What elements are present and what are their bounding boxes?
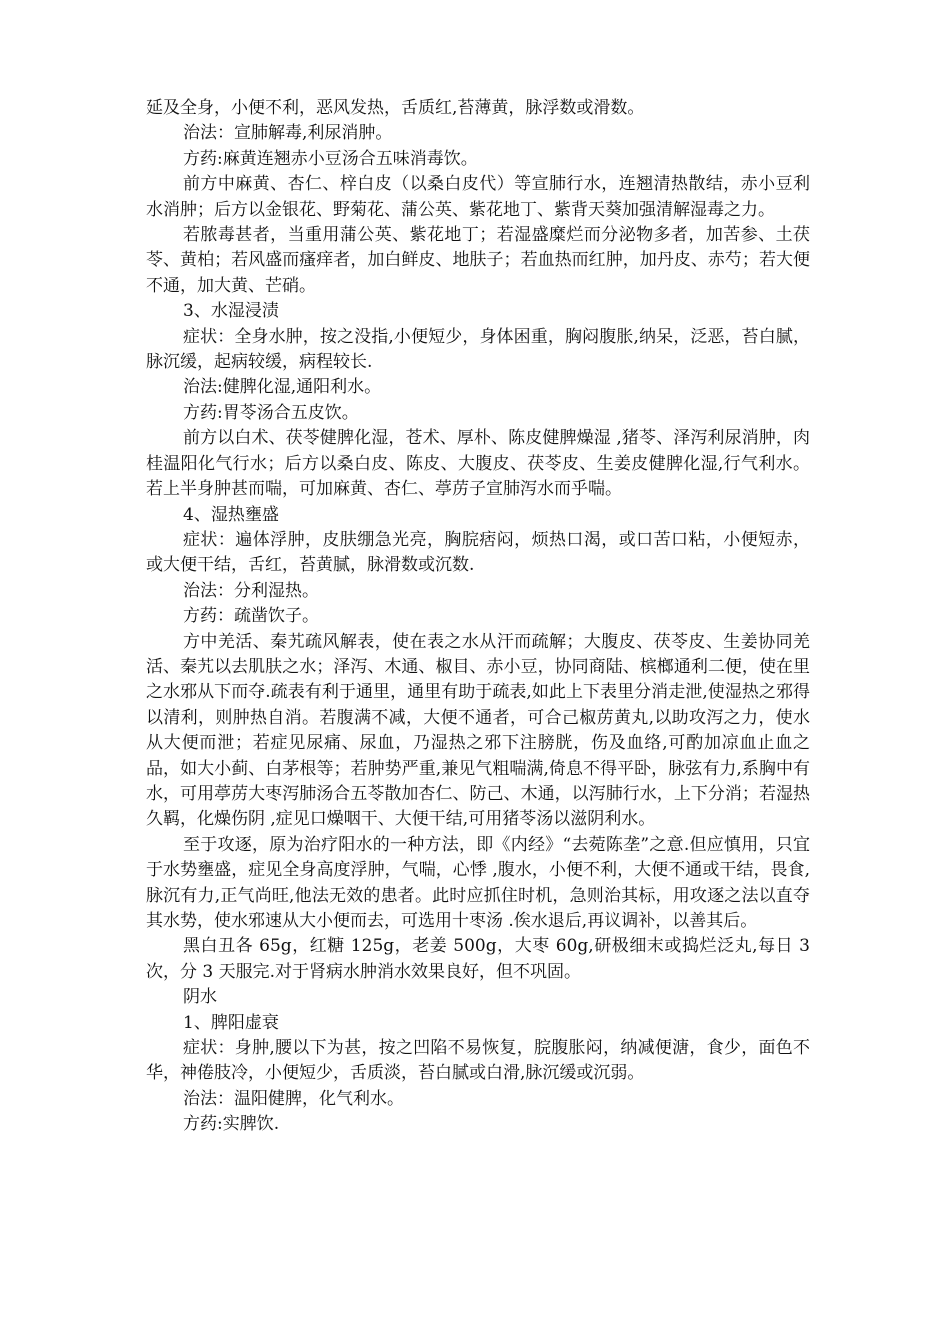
paragraph-formula-dosage: 黑白丑各 65g，红糖 125g，老姜 500g，大枣 60g,研极细末或捣烂泛丸,每日 3 次，分 3 天服完.对于肾病水肿消水效果良好，但不巩固。: [146, 936, 810, 982]
paragraph-symptoms: 症状：全身水肿，按之没指,小便短少，身体困重，胸闷腹胀,纳呆，泛恶，苔白腻，脉沉缓，起病较缓，病程较长.: [146, 326, 810, 373]
paragraph-purgation: 至于攻逐，原为治疗阳水的一种方法，即《内经》“去菀陈垄”之意.但应慎用，只宜于水势壅盛，症见全身高度浮肿，气喘，心悸 ,腹水，小便不利，大便不通或干结，畏食,脉沉有力,正气尚旺,他法无效的患者。此时应抓住时机，急则治其标，用攻逐之法以直夺其水势，使水邪速从大小便而去，可选用十枣汤 .俟水退后,再议调补，以善其后。: [146, 834, 810, 931]
paragraph-symptoms: 症状：遍体浮肿，皮肤绷急光亮，胸脘痞闷，烦热口渴，或口苦口粘，小便短赤，或大便干结，舌红，苔黄腻，脉滑数或沉数.: [146, 529, 810, 576]
document-page: [146, 96, 810, 1138]
section-heading: 4、湿热壅盛: [183, 504, 279, 525]
section-heading: 1、脾阳虚衰: [183, 1012, 279, 1033]
paragraph-treatment: 治法：分利湿热。: [183, 580, 319, 601]
paragraph-treatment: 治法：宣肺解毒,利尿消肿。: [183, 123, 393, 144]
paragraph-prescription: 方药:胃苓汤合五皮饮。: [183, 402, 359, 423]
paragraph-prescription: 方药:实脾饮.: [183, 1114, 280, 1135]
paragraph-prescription: 方药：疏凿饮子。: [183, 606, 319, 627]
section-heading: 3、水湿浸渍: [183, 301, 279, 322]
paragraph-symptoms: 症状：身肿,腰以下为甚，按之凹陷不易恢复，脘腹胀闷，纳减便溏，食少，面色不华，神倦肢冷，小便短少，舌质淡，苔白腻或白滑,脉沉缓或沉弱。: [146, 1038, 810, 1084]
paragraph-explanation: 方中羌活、秦艽疏风解表，使在表之水从汗而疏解；大腹皮、茯苓皮、生姜协同羌活、秦艽以去肌肤之水；泽泻、木通、椒目、赤小豆，协同商陆、槟榔通利二便，使在里之水邪从下而夺.疏表有利于通里，通里有助于疏表,如此上下表里分消走泄,使湿热之邪得以清利，则肿热自消。若腹满不减，大便不通者，可合己椒苈黄丸,以助攻泻之力，使水从大便而泄；若症见尿痛、尿血，乃湿热之邪下注膀胱，伤及血络,可酌加凉血止血之品，如大小蓟、白茅根等；若肿势严重,兼见气粗喘满,倚息不得平卧，脉弦有力,系胸中有水，可用葶苈大枣泻肺汤合五苓散加杏仁、防己、木通，以泻肺行水，上下分消；若湿热久羁，化燥伤阴 ,症见口燥咽干、大便干结,可用猪苓汤以滋阴利水。: [146, 631, 810, 830]
paragraph-prescription: 方药:麻黄连翘赤小豆汤合五味消毒饮。: [183, 148, 478, 169]
paragraph-treatment: 治法：温阳健脾，化气利水。: [183, 1088, 404, 1109]
section-heading: 阴水: [183, 987, 217, 1008]
paragraph-modification: 若脓毒甚者，当重用蒲公英、紫花地丁；若湿盛糜烂而分泌物多者，加苦参、土茯苓、黄柏；若风盛而瘙痒者，加白鲜皮、地肤子；若血热而红肿，加丹皮、赤芍；若大便不通，加大黄、芒硝。: [146, 225, 810, 296]
paragraph-treatment: 治法:健脾化湿,通阳利水。: [183, 377, 382, 398]
paragraph-continuation: 延及全身，小便不利，恶风发热，舌质红,苔薄黄，脉浮数或滑数。: [146, 98, 645, 118]
paragraph-explanation: 前方以白术、茯苓健脾化湿，苍术、厚朴、陈皮健脾燥湿 ,猪苓、泽泻利尿消肿，肉桂温阳化气行水；后方以桑白皮、陈皮、大腹皮、茯苓皮、生姜皮健脾化湿,行气利水。若上半身肿甚而喘，可加麻黄、杏仁、葶苈子宣肺泻水而乎喘。: [146, 428, 810, 500]
paragraph-explanation: 前方中麻黄、杏仁、梓白皮（以桑白皮代）等宣肺行水，连翘清热散结，赤小豆利水消肿；后方以金银花、野菊花、蒲公英、紫花地丁、紫背天葵加强清解湿毒之力。: [146, 174, 810, 220]
